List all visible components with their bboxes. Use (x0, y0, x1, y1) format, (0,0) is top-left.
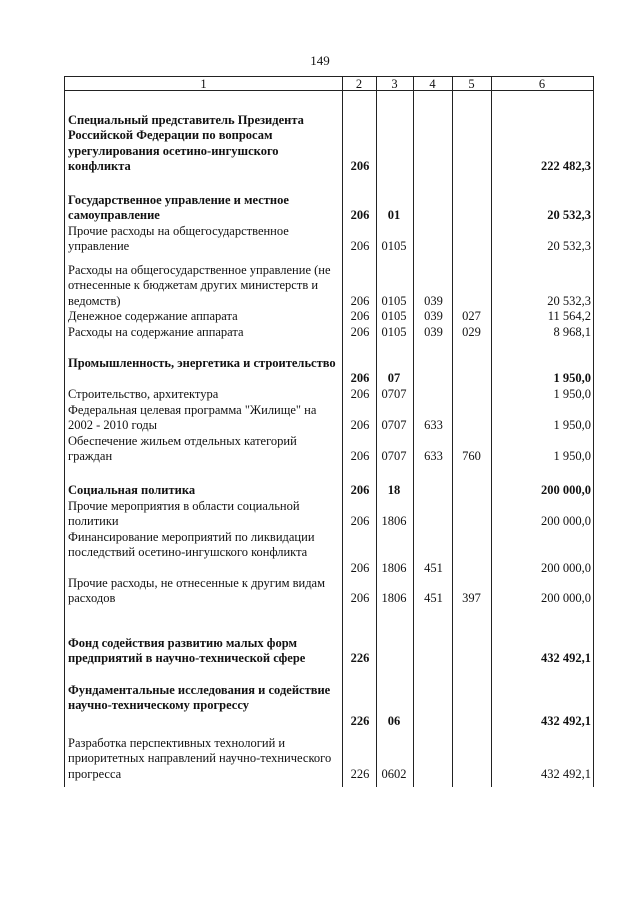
cell-c6: 1 950,0 (553, 386, 591, 401)
row-name: Фонд содействия развитию малых форм предприятий в научно-технической сфере (68, 636, 306, 666)
table-row (65, 224, 593, 255)
row-name: Денежное содержание аппарата (68, 309, 238, 323)
cell-c6: 200 000,0 (541, 482, 591, 497)
table-row (65, 434, 593, 465)
cell-c4: 039 (424, 293, 443, 308)
row-name: Прочие мероприятия в области социальной политики (68, 499, 300, 529)
cell-c2: 206 (350, 418, 370, 433)
cell-c3: 07 (387, 371, 401, 386)
cell-c6: 222 482,3 (541, 159, 591, 174)
cell-c3: 01 (387, 208, 401, 223)
cell-c2: 206 (350, 591, 370, 606)
cell-c2: 206 (350, 514, 370, 529)
cell-c4: 451 (424, 591, 443, 606)
cell-c5: 397 (462, 591, 481, 606)
row-name: Фундаментальные исследования и содействие научно-техническому прогрессу (68, 683, 331, 713)
cell-c6: 432 492,1 (541, 713, 591, 728)
cell-c6: 432 492,1 (541, 766, 591, 781)
cell-c3: 06 (387, 713, 401, 728)
cell-c3: 0105 (381, 324, 407, 339)
row-name: Разработка перспективных технологий и приоритетных направлений научно-технического прогресса (68, 736, 332, 781)
cell-c6: 20 532,3 (547, 208, 591, 223)
page-number: 149 (310, 53, 330, 68)
table-row (65, 113, 593, 175)
cell-c2: 226 (350, 713, 370, 728)
cell-c3: 0105 (381, 239, 407, 254)
row-name: Промышленность, энергетика и строительство (68, 356, 336, 370)
cell-c3: 0105 (381, 308, 407, 323)
header-col-5: 5 (468, 77, 475, 91)
cell-c6: 200 000,0 (541, 560, 591, 575)
table-row (65, 736, 593, 782)
cell-c6: 1 950,0 (553, 418, 591, 433)
cell-c2: 206 (350, 482, 370, 497)
header-col-4: 4 (429, 77, 436, 91)
header-col-3: 3 (391, 77, 398, 91)
cell-c2: 206 (350, 308, 370, 323)
cell-c6: 8 968,1 (553, 324, 591, 339)
table-header (65, 76, 593, 91)
cell-c6: 1 950,0 (553, 371, 591, 386)
table-row (65, 325, 593, 340)
table-row (65, 263, 593, 309)
table-row (65, 403, 593, 434)
cell-c4: 451 (424, 560, 443, 575)
cell-c4: 039 (424, 308, 443, 323)
row-name: Расходы на содержание аппарата (68, 325, 244, 339)
row-name: Финансирование мероприятий по ликвидации последствий осетино-ингушского конфликта (68, 530, 315, 560)
table-row (65, 193, 593, 224)
cell-c2: 206 (350, 371, 370, 386)
table-row (65, 483, 593, 498)
cell-c6: 200 000,0 (541, 591, 591, 606)
table-row (65, 576, 593, 607)
cell-c4: 633 (424, 418, 443, 433)
table-row (65, 309, 593, 324)
header-col-2: 2 (355, 77, 363, 91)
cell-c2: 226 (350, 651, 370, 666)
table-row (65, 499, 593, 530)
header-col-1: 1 (200, 77, 207, 91)
cell-c3: 0105 (381, 293, 407, 308)
table-row (65, 683, 593, 729)
cell-c2: 206 (350, 560, 370, 575)
row-name: Специальный представитель Президента Российской Федерации по вопросам урегулирования осетино-ингушского конфликта (68, 113, 304, 174)
row-name: Расходы на общегосударственное управление (не отнесенные к бюджетам других министерств и ведомств) (68, 263, 331, 308)
cell-c5: 760 (462, 449, 481, 464)
cell-c2: 206 (350, 386, 370, 401)
cell-c3: 1806 (381, 591, 407, 606)
header-col-6: 6 (538, 77, 546, 91)
cell-c6: 20 532,3 (547, 293, 591, 308)
cell-c2: 206 (350, 293, 370, 308)
row-name: Прочие расходы, не отнесенные к другим видам расходов (68, 576, 326, 606)
cell-c4: 633 (424, 449, 443, 464)
cell-c3: 1806 (381, 514, 407, 529)
cell-c3: 0707 (381, 386, 407, 401)
cell-c6: 200 000,0 (541, 514, 591, 529)
cell-c6: 20 532,3 (547, 239, 591, 254)
cell-c6: 1 950,0 (553, 449, 591, 464)
cell-c6: 11 564,2 (547, 308, 591, 323)
table-row (65, 530, 593, 576)
cell-c2: 226 (350, 766, 370, 781)
row-name: Федеральная целевая программа "Жилище" на 2002 - 2010 годы (68, 403, 317, 433)
row-name: Социальная политика (68, 483, 196, 497)
row-name: Прочие расходы на общегосударственное управление (68, 224, 289, 254)
cell-c3: 0707 (381, 449, 407, 464)
cell-c5: 029 (462, 324, 481, 339)
cell-c6: 432 492,1 (541, 651, 591, 666)
row-name: Обеспечение жильем отдельных категорий граждан (68, 434, 297, 464)
cell-c3: 18 (387, 482, 401, 497)
budget-table (64, 76, 594, 787)
table-row (65, 636, 593, 667)
row-name: Государственное управление и местное самоуправление (68, 193, 289, 223)
cell-c3: 0707 (381, 418, 407, 433)
cell-c4: 039 (424, 324, 443, 339)
cell-c2: 206 (350, 449, 370, 464)
cell-c3: 0602 (381, 766, 407, 781)
table-row (65, 356, 593, 387)
cell-c2: 206 (350, 324, 370, 339)
cell-c2: 206 (350, 239, 370, 254)
cell-c2: 206 (350, 159, 370, 174)
cell-c3: 1806 (381, 560, 407, 575)
cell-c2: 206 (350, 208, 370, 223)
cell-c5: 027 (462, 308, 481, 323)
row-name: Строительство, архитектура (68, 387, 219, 401)
table-row (65, 387, 593, 402)
